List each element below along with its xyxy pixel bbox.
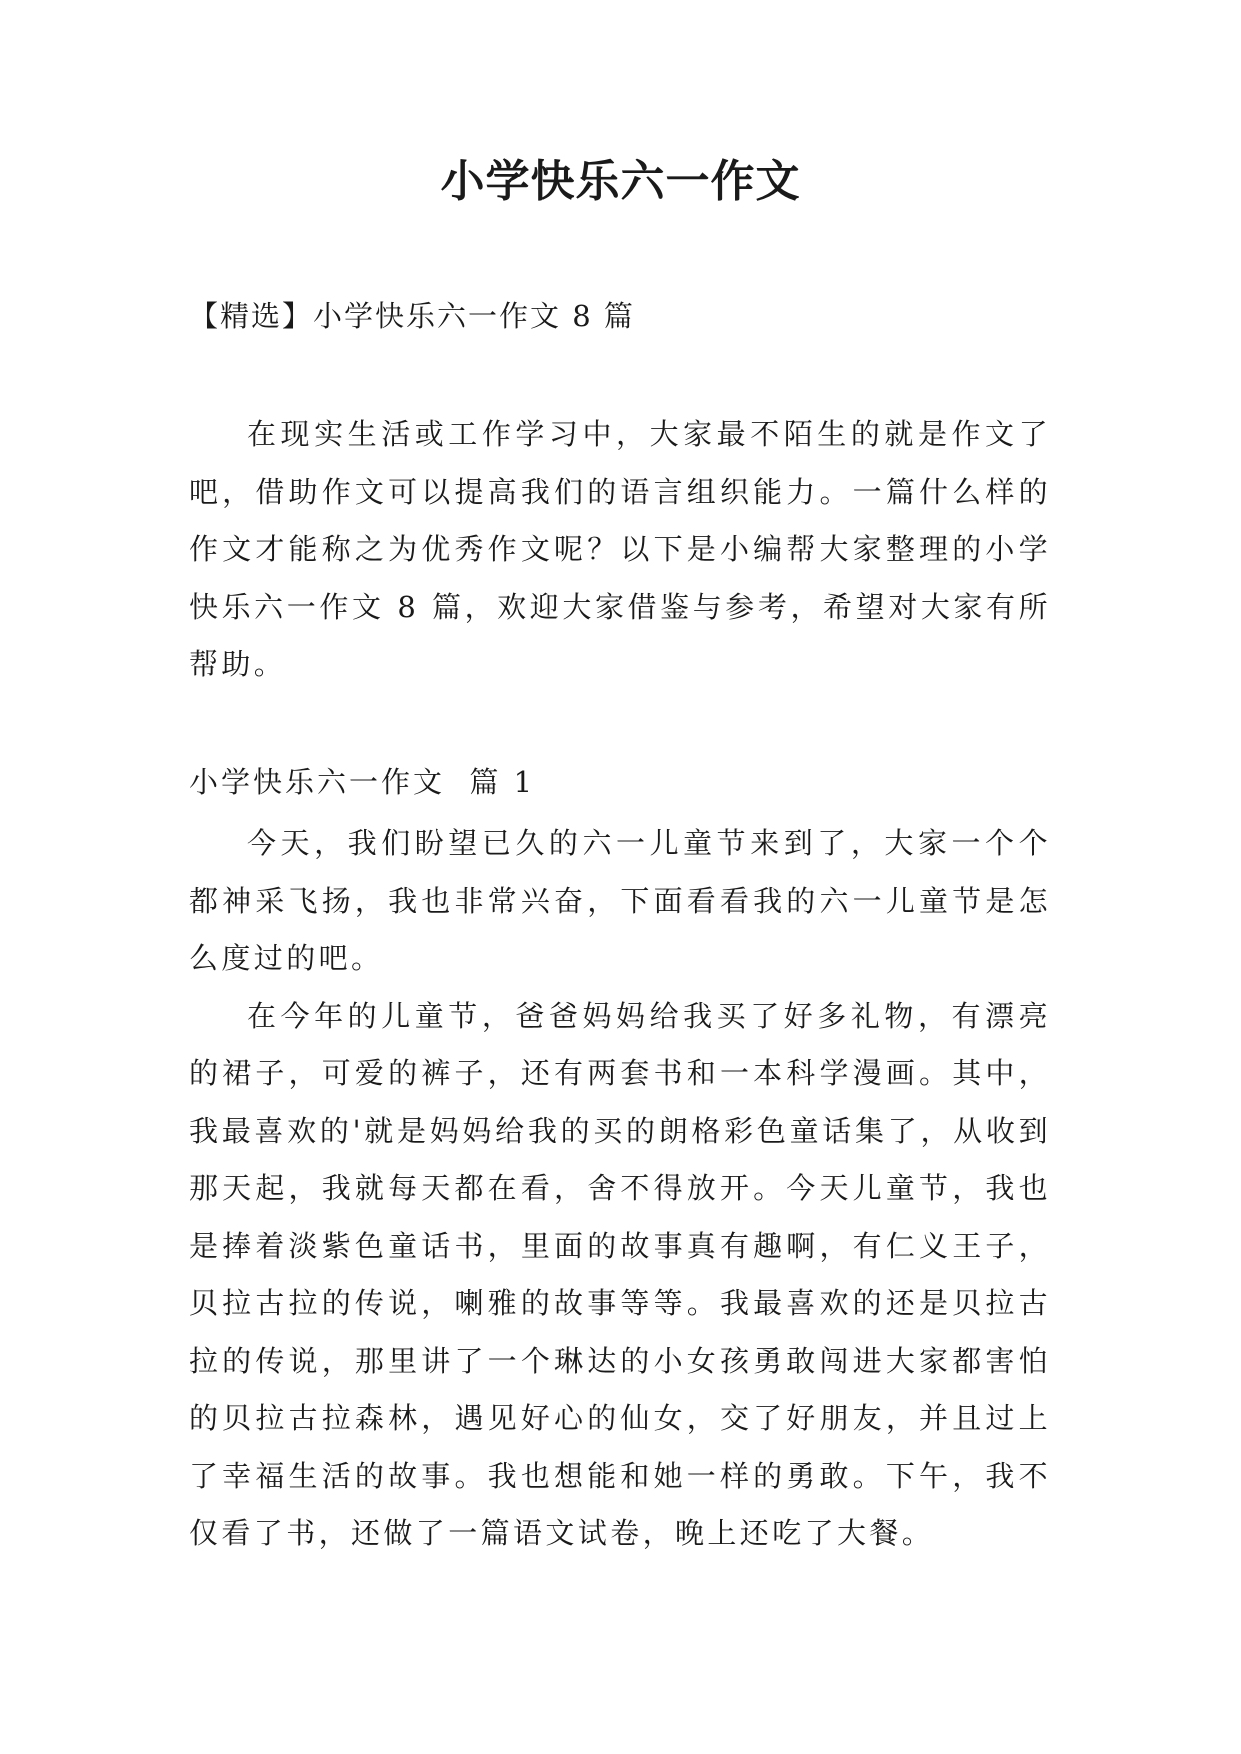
- section-heading: 小学快乐六一作文 篇 1: [189, 765, 536, 799]
- essay-paragraph-1: 今天，我们盼望已久的六一儿童节来到了，大家一个个都神采飞扬，我也非常兴奋，下面看看我的六一儿童节是怎么度过的吧。: [189, 826, 1051, 975]
- document-title: 小学快乐六一作文: [440, 156, 801, 207]
- essay-paragraph-2: 在今年的儿童节，爸爸妈妈给我买了好多礼物，有漂亮的裙子，可爱的裤子，还有两套书和一本科学漫画。其中，我最喜欢的'就是妈妈给我的买的朗格彩色童话集了，从收到那天起，我就每天都在看，舍不得放开。今天儿童节，我也是捧着淡紫色童话书，里面的故事真有趣啊，有仁义王子，贝拉古拉的传说，喇雅的故事等等。我最喜欢的还是贝拉古拉的传说，那里讲了一个琳达的小女孩勇敢闯进大家都害怕的贝拉古拉森林，遇见好心的仙女，交了好朋友，并且过上了幸福生活的故事。我也想能和她一样的勇敢。下午，我不仅看了书，还做了一篇语文试卷，晚上还吃了大餐。: [189, 998, 1051, 1550]
- intro-paragraph: 在现实生活或工作学习中，大家最不陌生的就是作文了吧，借助作文可以提高我们的语言组织能力。一篇什么样的作文才能称之为优秀作文呢？以下是小编帮大家整理的小学快乐六一作文 8 篇，欢迎大家借鉴与参考，希望对大家有所帮助。: [189, 417, 1051, 681]
- document-subtitle: 【精选】小学快乐六一作文 8 篇: [189, 299, 635, 333]
- intro-block: [189, 406, 1051, 694]
- essay-body: [189, 815, 1051, 1563]
